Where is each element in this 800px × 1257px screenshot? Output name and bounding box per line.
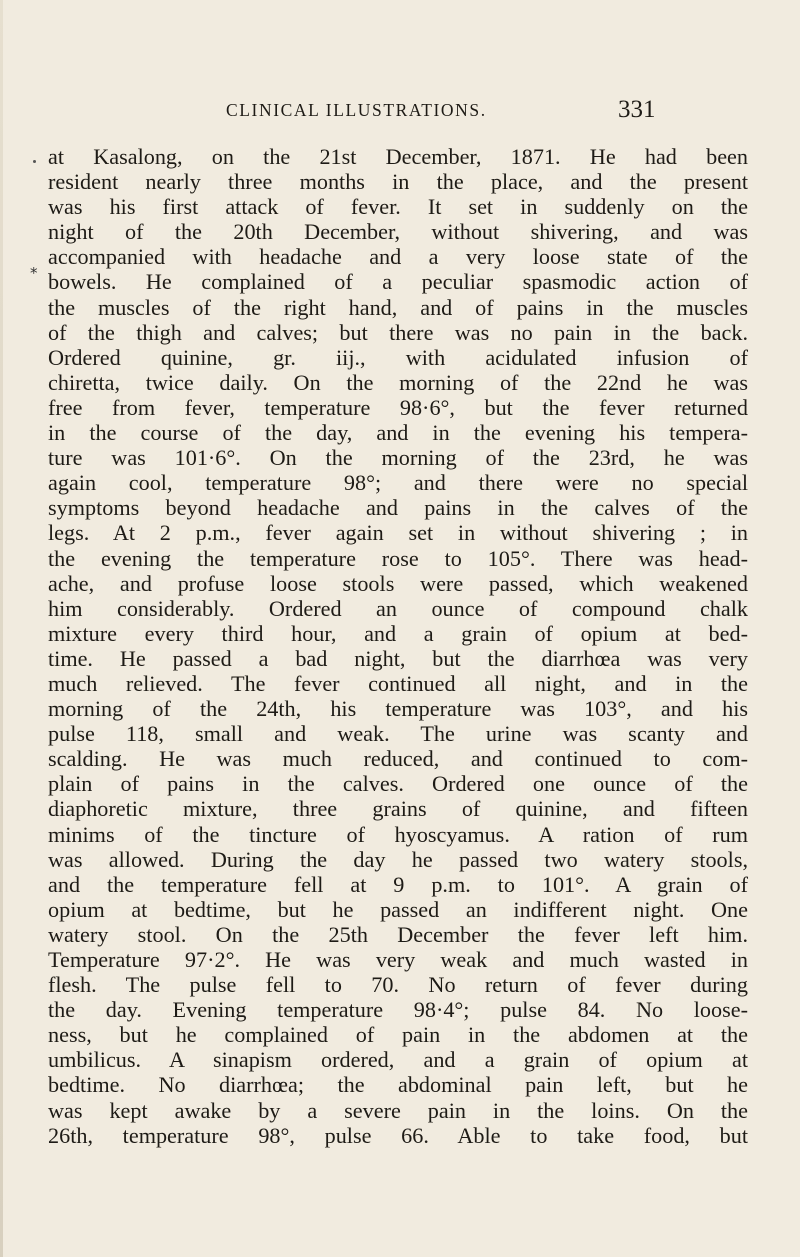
text-line: at Kasalong, on the 21st December, 1871. He had been xyxy=(48,144,748,169)
page-edge-shadow xyxy=(0,0,3,1257)
text-line: legs. At 2 p.m., fever again set in without shivering ; in xyxy=(48,520,748,546)
text-line: pulse 118, small and weak. The urine was scanty and xyxy=(48,721,748,747)
text-line: him considerably. Ordered an ounce of compound chalk xyxy=(48,595,748,621)
page-header xyxy=(226,96,656,126)
text-line: of the thigh and calves; but there was no pain in the back. xyxy=(48,319,748,345)
text-line: ness, but he complained of pain in the abdomen at the xyxy=(48,1022,748,1048)
margin-star-mark: * xyxy=(30,264,38,282)
text-line: Temperature 97·2°. He was very weak and much wasted in xyxy=(48,947,748,972)
text-line: bowels. He complained of a peculiar spasmodic action of xyxy=(48,269,748,295)
text-line: ture was 101·6°. On the morning of the 23rd, he was xyxy=(48,445,748,471)
text-line: umbilicus. A sinapism ordered, and a grain of opium at xyxy=(48,1047,748,1073)
text-line: ache, and profuse loose stools were passed, which weakened xyxy=(48,570,748,596)
page-number: 331 xyxy=(618,96,656,123)
text-line: was allowed. During the day he passed two watery stools, xyxy=(48,846,748,872)
text-line: was his first attack of fever. It set in suddenly on the xyxy=(48,194,748,220)
text-line: night of the 20th December, without shivering, and was xyxy=(48,219,748,245)
text-line: the day. Evening temperature 98·4°; pulse 84. No loose- xyxy=(48,997,748,1023)
text-line: minims of the tincture of hyoscyamus. A ration of rum xyxy=(48,821,748,847)
text-line: and the temperature fell at 9 p.m. to 101°. A grain of xyxy=(48,871,748,897)
text-line: resident nearly three months in the place, and the present xyxy=(48,169,748,195)
text-line: opium at bedtime, but he passed an indifferent night. One xyxy=(48,896,748,922)
text-line: 26th, temperature 98°, pulse 66. Able to take food, but xyxy=(48,1122,748,1148)
text-line: diaphoretic mixture, three grains of quinine, and fifteen xyxy=(48,796,748,822)
text-line: bedtime. No diarrhœa; the abdominal pain left, but he xyxy=(48,1072,748,1098)
margin-dot-mark xyxy=(33,160,36,163)
text-line: free from fever, temperature 98·6°, but the fever returned xyxy=(48,394,748,420)
text-line: the evening the temperature rose to 105°. There was head- xyxy=(48,545,748,571)
text-line: in the course of the day, and in the evening his tempera- xyxy=(48,420,748,446)
text-line: symptoms beyond headache and pains in the calves of the xyxy=(48,495,748,521)
body-text xyxy=(48,144,748,1148)
text-line: scalding. He was much reduced, and continued to com- xyxy=(48,746,748,772)
text-line: flesh. The pulse fell to 70. No return of fever during xyxy=(48,972,748,998)
text-line: chiretta, twice daily. On the morning of the 22nd he was xyxy=(48,369,748,395)
text-line: the muscles of the right hand, and of pains in the muscles xyxy=(48,294,748,320)
text-line: plain of pains in the calves. Ordered one ounce of the xyxy=(48,771,748,797)
text-line: was kept awake by a severe pain in the loins. On the xyxy=(48,1097,748,1123)
text-line: mixture every third hour, and a grain of opium at bed- xyxy=(48,620,748,646)
text-line: much relieved. The fever continued all night, and in the xyxy=(48,670,748,696)
text-line: watery stool. On the 25th December the fever left him. xyxy=(48,921,748,947)
text-line: again cool, temperature 98°; and there were no special xyxy=(48,470,748,496)
running-head: CLINICAL ILLUSTRATIONS. xyxy=(226,100,487,120)
text-line: time. He passed a bad night, but the diarrhœa was very xyxy=(48,645,748,671)
text-line: morning of the 24th, his temperature was 103°, and his xyxy=(48,696,748,722)
text-line: Ordered quinine, gr. iij., with acidulated infusion of xyxy=(48,344,748,370)
text-line: accompanied with headache and a very loose state of the xyxy=(48,244,748,270)
